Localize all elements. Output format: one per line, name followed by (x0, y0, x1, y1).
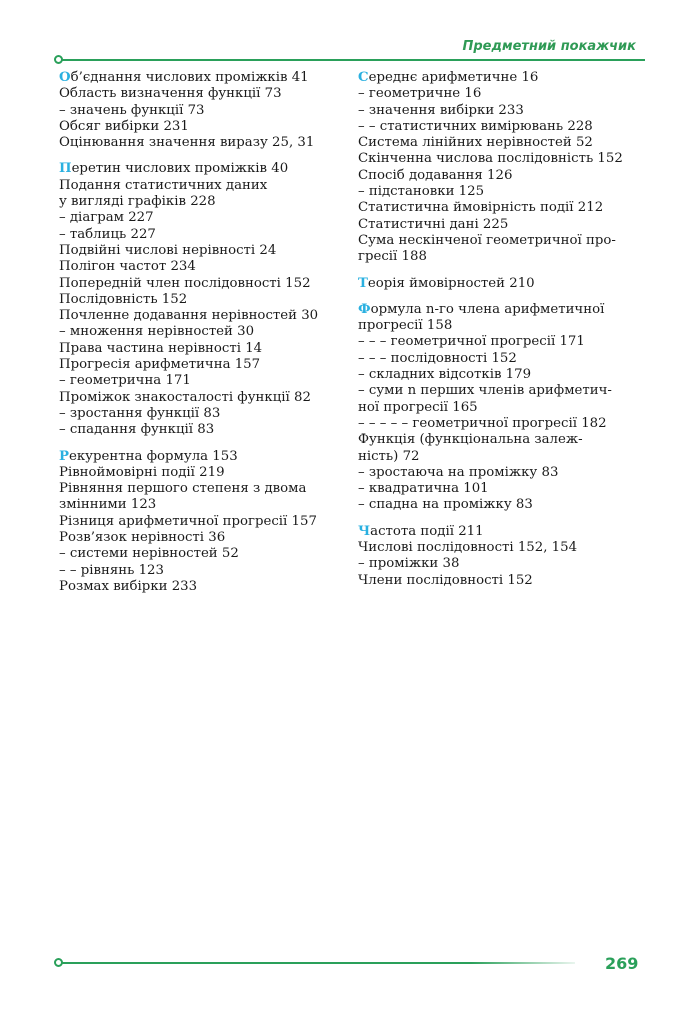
index-entry (59, 481, 349, 497)
index-letter-group (59, 70, 349, 151)
index-entry-text: – – – – – геометричної прогресії 182 (358, 415, 607, 431)
index-letter-group (59, 449, 349, 596)
index-entry (59, 390, 349, 406)
index-entry-text: Різниця арифметичної прогресії 157 (59, 513, 317, 529)
index-entry-text: астота події 211 (370, 523, 484, 539)
running-header-title: Предметний покажчик (462, 39, 636, 54)
index-initial-letter: П (59, 161, 72, 177)
index-entry (358, 540, 648, 556)
index-entry-text: еорія ймовірностей 210 (367, 275, 535, 291)
index-entry (59, 86, 349, 102)
index-letter-group (358, 70, 648, 266)
index-entry-text: – зростання функції 83 (59, 405, 221, 421)
index-entry-text: – зростаюча на проміжку 83 (358, 464, 559, 480)
index-entry-text: – геометричне 16 (358, 86, 482, 102)
index-entry (358, 233, 648, 249)
index-entry-text: Розмах вибірки 233 (59, 578, 198, 594)
index-entry-text: Проміжок знакосталості функції 82 (59, 389, 311, 405)
index-entry-text: ної прогресії 165 (358, 399, 478, 415)
index-entry-text: – значень функції 73 (59, 102, 205, 118)
index-entry (358, 302, 648, 318)
index-entry (358, 200, 648, 216)
index-entry-text: – спадання функції 83 (59, 422, 215, 438)
index-entry (59, 308, 349, 324)
index-entry-text: – таблиць 227 (59, 226, 156, 242)
index-entry (358, 465, 648, 481)
index-entry (59, 579, 349, 595)
index-entry (358, 400, 648, 416)
index-entry (59, 103, 349, 119)
index-entry (59, 194, 349, 210)
index-initial-letter: Ф (358, 301, 371, 317)
index-entry-text: ереднє арифметичне 16 (368, 70, 539, 85)
index-entry-text: у вигляді графіків 228 (59, 194, 216, 210)
index-entry-text: змінними 123 (59, 497, 157, 513)
index-entry (358, 184, 648, 200)
index-entry-text: ормула n-го члена арифметичної (370, 301, 605, 317)
index-entry-text: – – рівнянь 123 (59, 562, 164, 578)
index-entry (358, 449, 648, 465)
index-entry (358, 249, 648, 265)
index-entry (358, 497, 648, 513)
index-entry-text: Скінченна числова послідовність 152 (358, 151, 623, 167)
index-entry (59, 546, 349, 562)
index-entry-text: – діаграм 227 (59, 210, 154, 226)
index-entry (59, 324, 349, 340)
index-entry (59, 210, 349, 226)
index-entry-text: – значення вибірки 233 (358, 102, 524, 118)
index-initial-letter: Т (358, 275, 368, 291)
index-entry-text: – системи нерівностей 52 (59, 546, 239, 562)
index-entry (59, 465, 349, 481)
index-entry (59, 449, 349, 465)
index-entry (358, 524, 648, 540)
index-entry (358, 86, 648, 102)
index-entry (59, 70, 349, 86)
index-entry (358, 70, 648, 86)
index-entry-text: – множення нерівностей 30 (59, 324, 255, 340)
index-entry-text: еретин числових проміжків 40 (71, 161, 289, 177)
index-entry-text: Обсяг вибірки 231 (59, 118, 189, 134)
index-initial-letter: Р (59, 448, 69, 464)
index-entry (358, 334, 648, 350)
index-entry-text: Права частина нерівності 14 (59, 340, 263, 356)
index-initial-letter: О (59, 70, 71, 85)
index-entry (59, 119, 349, 135)
index-entry-text: гресії 188 (358, 249, 427, 265)
index-entry (358, 103, 648, 119)
index-entry-text: Розв’язок нерівності 36 (59, 530, 226, 546)
index-entry (59, 422, 349, 438)
index-entry-text: ність) 72 (358, 448, 420, 464)
index-entry (358, 135, 648, 151)
index-entry-text: Подвійні числові нерівності 24 (59, 242, 277, 258)
index-entry-text: Попередній член послідовності 152 (59, 275, 311, 291)
index-entry (59, 135, 349, 151)
index-entry (59, 530, 349, 546)
index-entry (59, 276, 349, 292)
index-left-column (59, 70, 349, 605)
index-entry (59, 227, 349, 243)
bottom-rule-dot (54, 958, 63, 967)
index-entry-text: – підстановки 125 (358, 184, 485, 200)
index-entry (358, 151, 648, 167)
index-entry-text: Послідовність 152 (59, 291, 188, 307)
index-entry-text: б’єднання числових проміжків 41 (70, 70, 309, 85)
index-entry-text: – – – послідовності 152 (358, 350, 517, 366)
index-entry-text: Статистичні дані 225 (358, 216, 509, 232)
top-rule (55, 59, 645, 61)
index-entry-text: Область визначення функції 73 (59, 86, 282, 102)
index-entry (358, 318, 648, 334)
index-entry-text: – спадна на проміжку 83 (358, 497, 533, 513)
index-entry-text: Числові послідовності 152, 154 (358, 540, 578, 556)
index-entry (358, 481, 648, 497)
index-initial-letter: С (358, 70, 369, 85)
index-letter-group (358, 524, 648, 589)
index-entry-text: – – статистичних вимірювань 228 (358, 118, 593, 134)
index-entry-text: – складних відсотків 179 (358, 367, 532, 383)
index-entry-text: екурентна формула 153 (69, 448, 238, 464)
index-entry-text: – проміжки 38 (358, 556, 460, 572)
index-entry (59, 259, 349, 275)
index-entry (59, 292, 349, 308)
index-entry-text: Оцінювання значення виразу 25, 31 (59, 135, 315, 151)
index-entry-text: прогресії 158 (358, 318, 453, 334)
index-entry (358, 217, 648, 233)
index-entry (59, 406, 349, 422)
index-entry (59, 563, 349, 579)
index-entry-text: Спосіб додавання 126 (358, 167, 513, 183)
index-entry-text: Сума нескінченої геометричної про- (358, 232, 616, 248)
index-entry (358, 119, 648, 135)
bottom-rule (55, 962, 575, 964)
index-entry-text: Рівноймовірні події 219 (59, 464, 225, 480)
index-entry-text: Подання статистичних даних (59, 177, 268, 193)
index-entry (358, 367, 648, 383)
index-entry (59, 514, 349, 530)
index-entry-text: Почленне додавання нерівностей 30 (59, 308, 319, 324)
index-letter-group (358, 276, 648, 292)
top-rule-dot (54, 55, 63, 64)
index-entry (59, 341, 349, 357)
index-entry (358, 432, 648, 448)
index-entry-text: Статистична ймовірність події 212 (358, 200, 604, 216)
index-entry-text: Рівняння першого степеня з двома (59, 481, 307, 497)
index-letter-group (358, 302, 648, 514)
index-entry (358, 351, 648, 367)
index-entry (59, 178, 349, 194)
index-entry-text: – геометрична 171 (59, 373, 191, 389)
index-entry (358, 276, 648, 292)
index-entry (59, 357, 349, 373)
index-entry-text: Функція (функціональна залеж- (358, 432, 583, 448)
index-entry-text: – квадратична 101 (358, 481, 489, 497)
index-right-column (358, 70, 648, 599)
index-entry (59, 243, 349, 259)
index-entry-text: Система лінійних нерівностей 52 (358, 135, 593, 151)
page-number: 269 (605, 954, 639, 973)
index-entry (358, 573, 648, 589)
index-entry-text: Члени послідовності 152 (358, 572, 533, 588)
index-letter-group (59, 161, 349, 438)
index-initial-letter: Ч (358, 523, 371, 539)
index-entry (358, 556, 648, 572)
index-entry (358, 168, 648, 184)
index-entry (59, 497, 349, 513)
index-entry-text: – – – геометричної прогресії 171 (358, 334, 585, 350)
index-entry-text: Полігон частот 234 (59, 259, 196, 275)
index-entry (358, 416, 648, 432)
index-entry (59, 161, 349, 177)
index-entry (358, 383, 648, 399)
index-entry-text: – суми n перших членів арифметич- (358, 383, 612, 399)
index-entry (59, 373, 349, 389)
index-entry-text: Прогресія арифметична 157 (59, 357, 261, 373)
